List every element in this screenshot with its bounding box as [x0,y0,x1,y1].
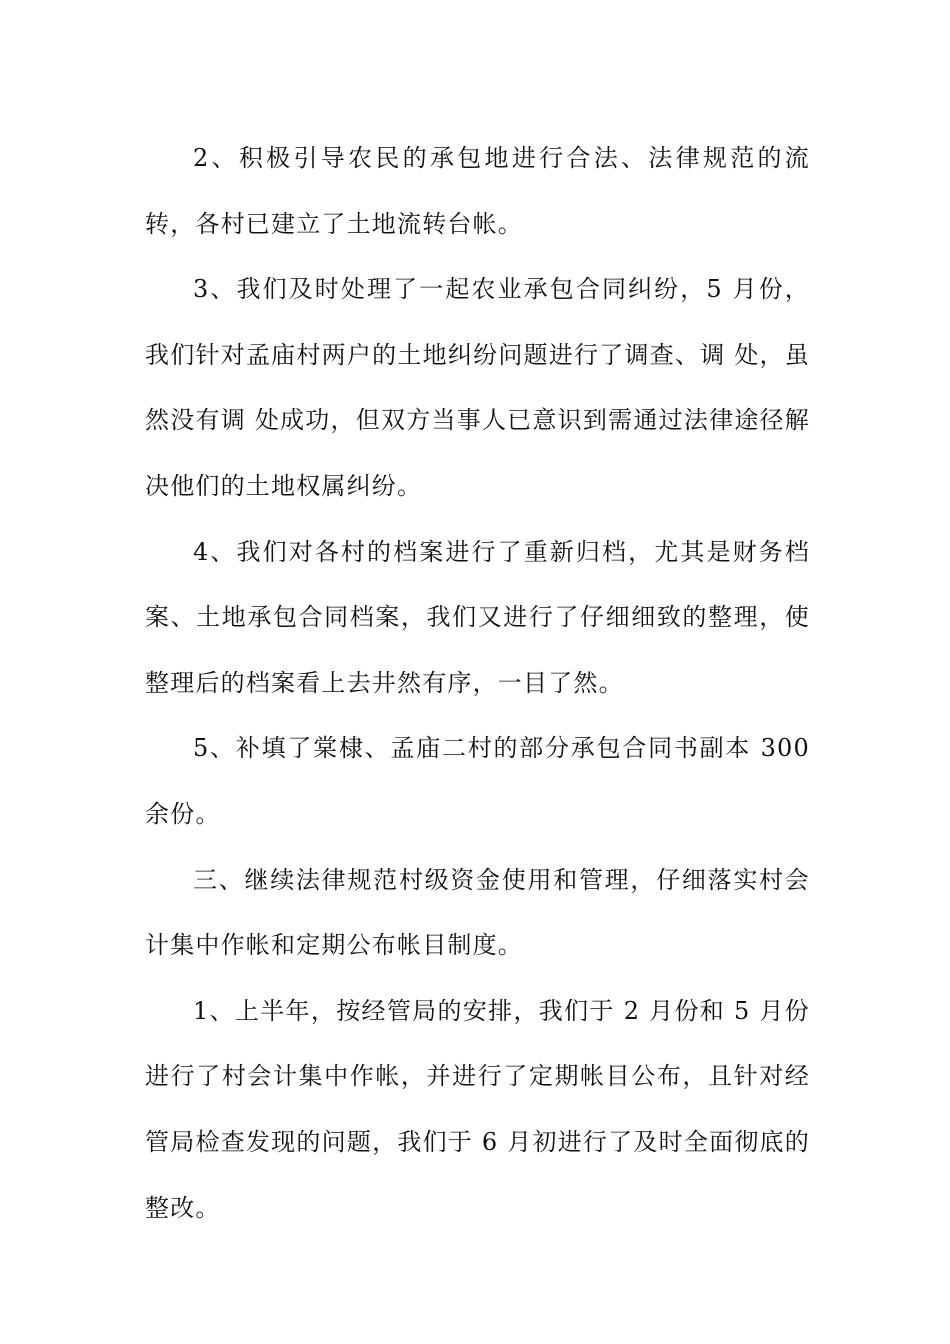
paragraph-item-2-land-transfer: 2、积极引导农民的承包地进行合法、法律规范的流转，各村已建立了土地流转台帐。 [145,144,810,238]
paragraph-item-4-archives: 4、我们对各村的档案进行了重新归档，尤其是财务档案、土地承包合同档案，我们又进行了仔细细致的整理，使整理后的档案看上去井然有序，一目了然。 [145,537,810,697]
paragraph-item-1-accounting: 1、上半年，按经管局的安排，我们于 2 月份和 5 月份进行了村会计集中作帐，并进行了定期帐目公布，且针对经管局检查发现的问题，我们于 6 月初进行了及时全面彻底的整改。 [145,996,810,1222]
paragraph-item-3-contract-dispute: 3、我们及时处理了一起农业承包合同纠纷，5 月份，我们针对孟庙村两户的土地纠纷问题进行了调查、调 处，虽然没有调 处成功，但双方当事人已意识到需通过法律途径解决他们的土地权属纠纷。 [145,275,810,500]
document-body [145,126,810,1241]
paragraph-item-5-contract-copies: 5、补填了棠棣、孟庙二村的部分承包合同书副本 300 余份。 [145,734,810,828]
section-heading-three-funds-management: 三、继续法律规范村级资金使用和管理，仔细落实村会计集中作帐和定期公布帐目制度。 [145,865,810,960]
